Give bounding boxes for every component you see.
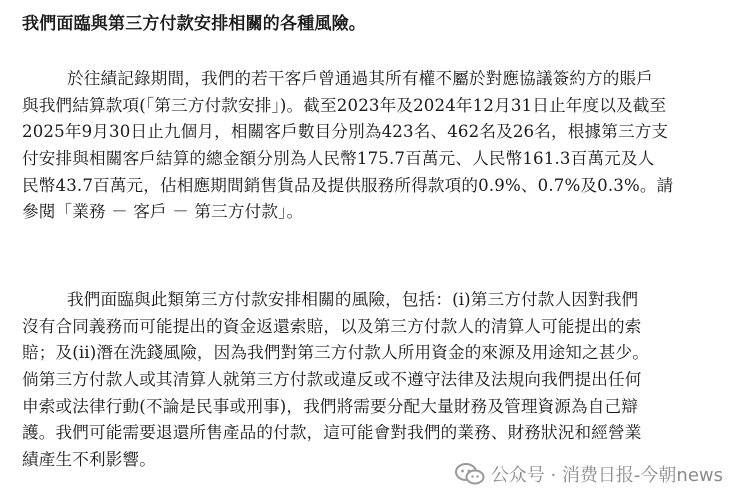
paragraph-line: 我們面臨與此類第三方付款安排相關的風險，包括：(i)第三方付款人因對我們 [67,290,639,309]
paragraph-line: 護。我們可能需要退還所售產品的付款，這可能會對我們的業務、財務狀況和經營業 [22,423,642,443]
wechat-icon [455,463,485,485]
paragraph-line: 沒有合同義務而可能提出的資金返還索賠，以及第三方付款人的清算人可能提出的索 [22,316,642,336]
paragraph-line: 賠；及(ii)潛在洗錢風險，因為我們對第三方付款人所用資金的來源及用途知之甚少。 [22,343,649,363]
paragraph-line: 民幣43.7百萬元，佔相應期間銷售貨品及提供服務所得款項的0.9%、0.7%及0.3%。請 [22,175,674,195]
paragraph-line: 參閱「業務 － 客戶 － 第三方付款」。 [22,202,304,222]
paragraph-2 [22,287,727,474]
paragraph-line: 績產生不利影響。 [22,450,156,470]
watermark [453,456,725,492]
section-heading: 我們面臨與第三方付款安排相關的各種風險。 [22,14,366,34]
paragraph-line: 2025年9月30日止九個月，相關客戶數目分別為423名、462名及26名，根據第三方支 [22,122,669,142]
paragraph-line: 於往績記錄期間，我們的若干客戶曾通過其所有權不屬於對應協議簽約方的賬戶 [67,69,654,88]
paragraph-line: 申索或法律行動(不論是民事或刑事)，我們將需要分配大量財務及管理資源為自己辯 [22,396,639,416]
paragraph-line: 倘第三方付款人或其清算人就第三方付款或違反或不遵守法律及法規向我們提出任何 [22,370,642,390]
watermark-text: 公众号 · 消费日报-今朝news [490,465,723,486]
paragraph-line: 付安排與相關客戶結算的總金額分別為人民幣175.7百萬元、人民幣161.3百萬元及人 [22,149,655,169]
paragraph-1 [22,66,727,226]
paragraph-line: 與我們結算款項(「第三方付款安排」)。截至2023年及2024年12月31日止年度以及截至 [22,95,667,115]
